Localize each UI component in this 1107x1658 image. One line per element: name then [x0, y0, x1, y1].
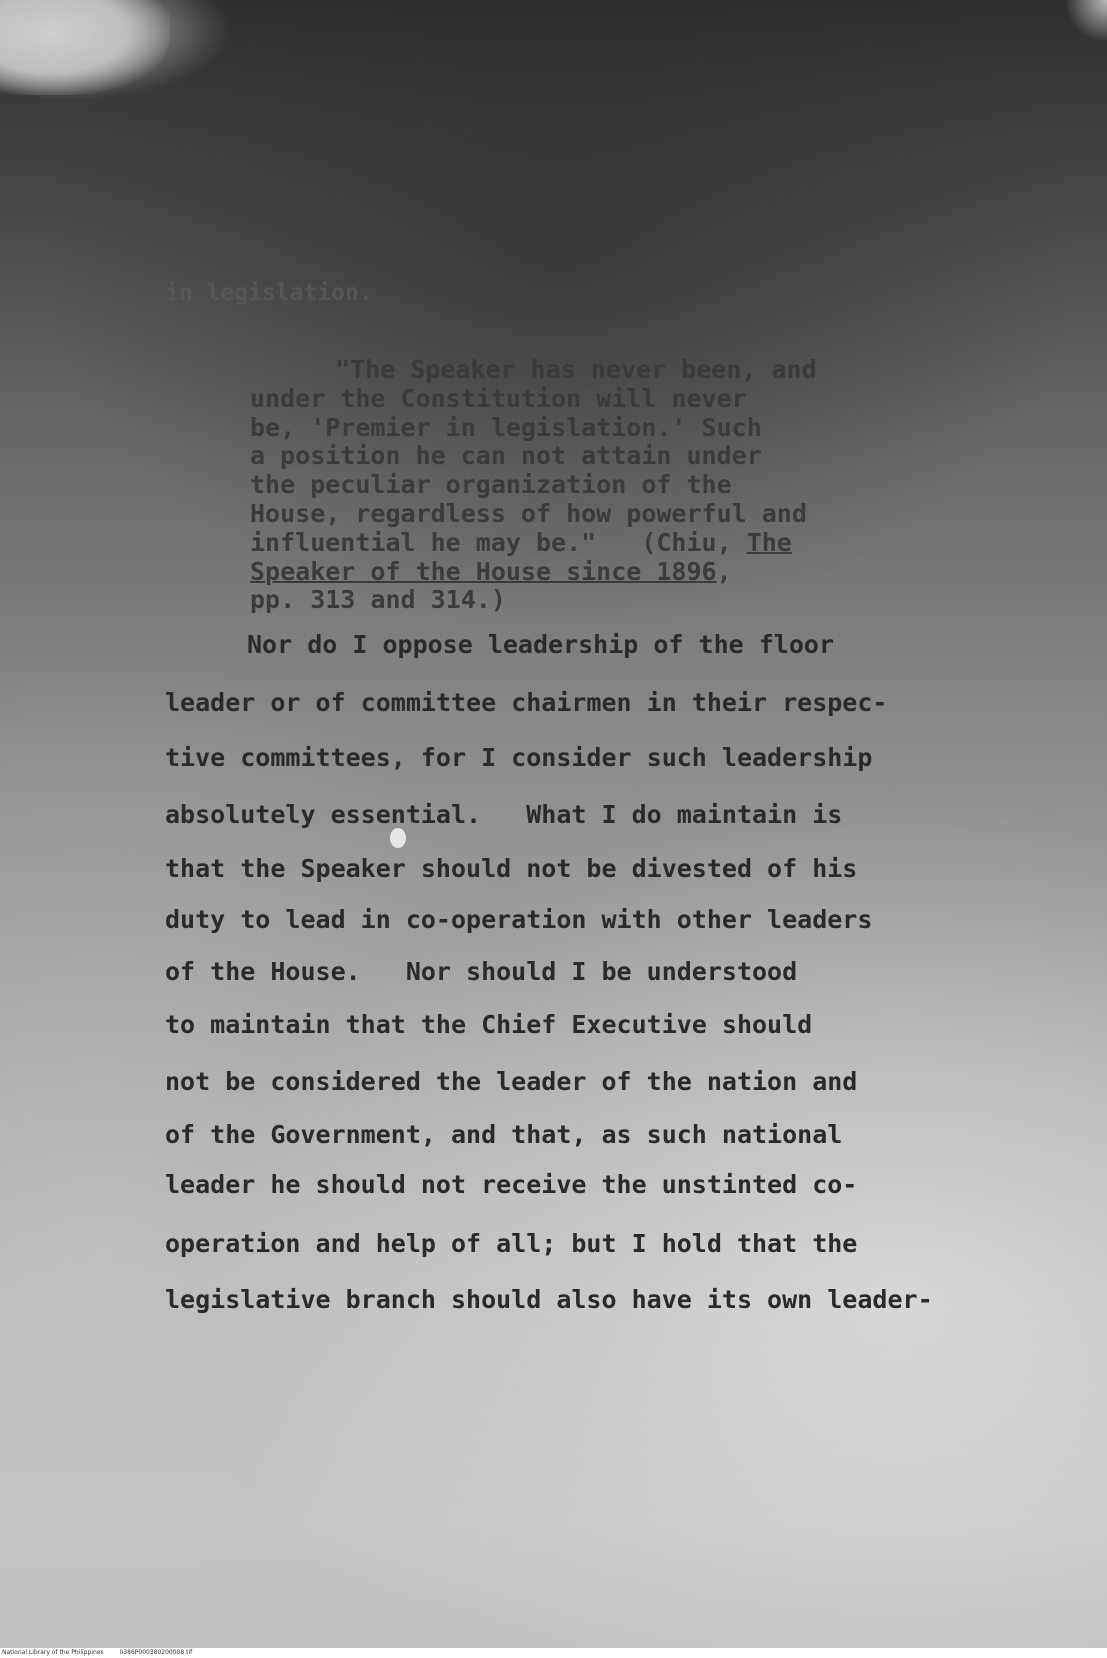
body-line: leader he should not receive the unstinted co-: [165, 1170, 858, 1199]
library-credit: National Library of the Philippines: [2, 1649, 104, 1656]
body-line: legislative branch should also have its own leader-: [165, 1285, 933, 1314]
body-line: that the Speaker should not be divested of his: [165, 854, 858, 883]
block-quote: [250, 356, 970, 615]
quote-line: [250, 558, 970, 587]
body-line: tive committees, for I consider such leadership: [165, 743, 873, 772]
body-line: not be considered the leader of the nation and: [165, 1067, 858, 1096]
quote-line: pp. 313 and 314.): [250, 585, 506, 615]
body-line: duty to lead in co-operation with other leaders: [165, 905, 873, 934]
body-line: of the House. Nor should I be understood: [165, 957, 798, 986]
body-line: absolutely essential. What I do maintain is: [165, 800, 843, 829]
torn-corner-right: [1067, 0, 1107, 40]
quote-text: ,: [716, 556, 732, 586]
page-number: - 12 -: [395, 120, 475, 145]
quote-text: influential he may be." (Chiu,: [250, 527, 747, 557]
lead-line: in legislation.: [165, 280, 373, 306]
file-id: 0386P000380200008.tif: [119, 1649, 193, 1656]
body-line: Nor do I oppose leadership of the floor: [247, 630, 834, 659]
body-line: of the Government, and that, as such national: [165, 1120, 843, 1149]
citation-title: The: [746, 527, 792, 557]
quote-line: be, 'Premier in legislation.' Such: [250, 412, 762, 442]
quote-line: the peculiar organization of the: [250, 470, 732, 500]
quote-line: [250, 529, 970, 558]
torn-corner-left: [0, 0, 170, 95]
quote-line: under the Constitution will never: [250, 383, 747, 413]
body-line: leader or of committee chairmen in their respec-: [165, 688, 888, 717]
body-line: to maintain that the Chief Executive should: [165, 1010, 813, 1039]
quote-line: House, regardless of how powerful and: [250, 498, 807, 528]
scan-footer: [0, 1648, 1107, 1658]
body-line: operation and help of all; but I hold that the: [165, 1229, 858, 1258]
paper-stain: [390, 828, 406, 848]
quote-line: "The Speaker has never been, and: [335, 355, 817, 384]
quote-line: a position he can not attain under: [250, 441, 762, 471]
citation-title: Speaker of the House since 1896: [250, 556, 717, 586]
